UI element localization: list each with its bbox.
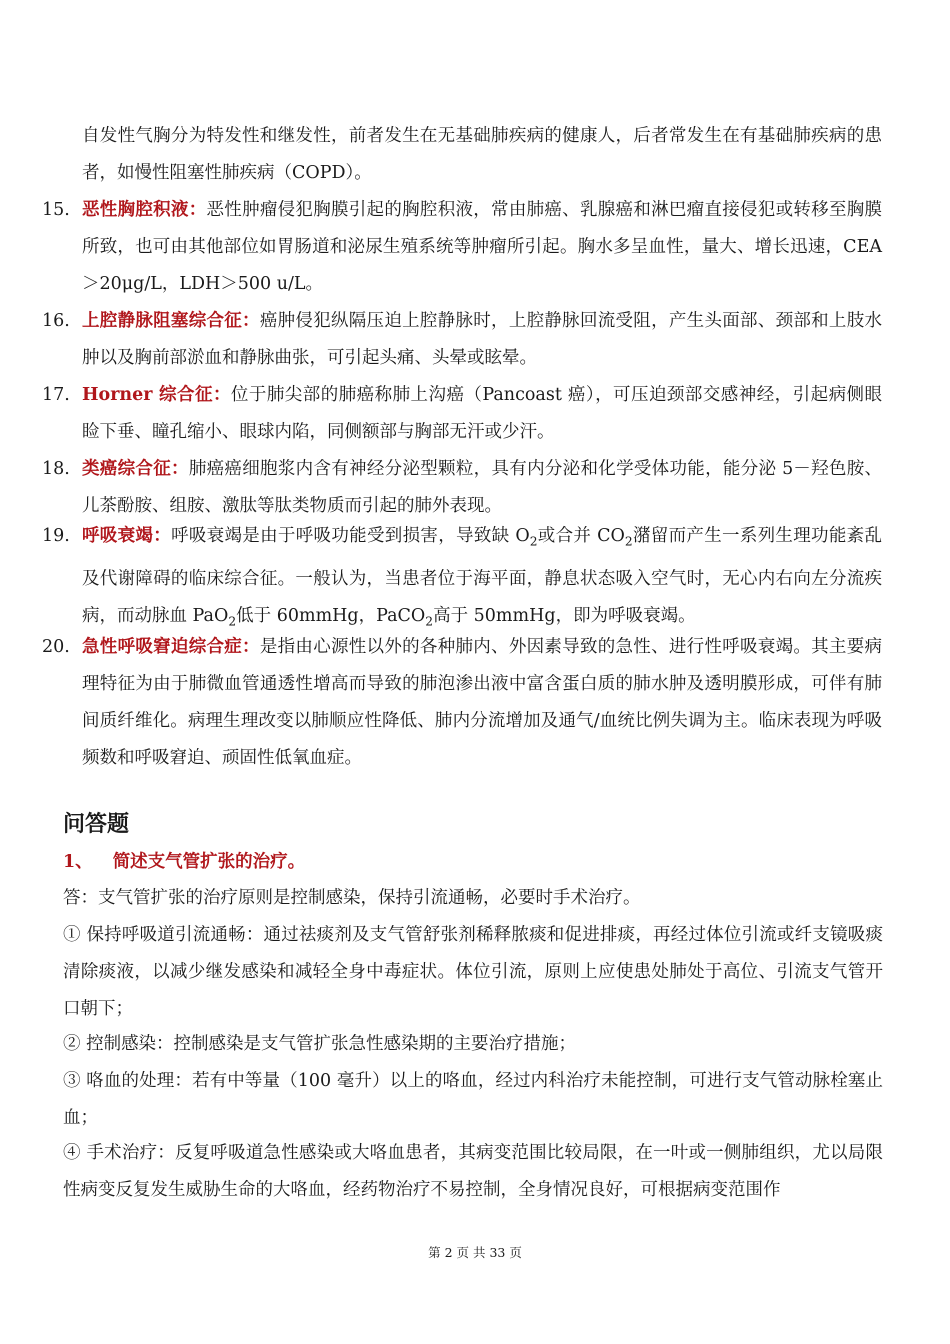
item-text-c: 潴留而产生一系列生理功能紊乱及代谢障碍的临床综合征。一般认为，当患者位于海平面，静息状态吸入空气时，无心内右向左分流疾病，而动脉血 PaO — [82, 526, 882, 626]
answer-point-4: ④ 手术治疗：反复呼吸道急性感染或大咯血患者，其病变范围比较局限，在一叶或一侧肺组织，尤以局限性病变反复发生威胁生命的大咯血，经药物治疗不易控制，全身情况良好，可根据病变范围作 — [63, 1143, 883, 1200]
subscript: 2 — [425, 614, 434, 628]
item-text-a: 呼吸衰竭是由于呼吸功能受到损害，导致缺 O — [171, 526, 530, 546]
section-heading: 问答题 — [63, 812, 130, 837]
item-number: 20. — [42, 637, 70, 657]
question-text: 简述支气管扩张的治疗。 — [112, 852, 306, 872]
item-text-d: 低于 60mmHg，PaCO — [236, 605, 426, 626]
definition-item-19 — [42, 518, 882, 640]
definition-item-20 — [42, 629, 883, 777]
page-footer: 第 2 页 共 33 页 — [428, 1245, 522, 1260]
item-term: 恶性胸腔积液： — [82, 200, 207, 220]
item-text: 位于肺尖部的肺癌称肺上沟癌（Pancoast 癌），可压迫颈部交感神经，引起病侧眼睑下垂、瞳孔缩小、眼球内陷，同侧额部与胸部无汗或少汗。 — [82, 385, 882, 442]
item-text: 肺癌癌细胞浆内含有神经分泌型颗粒，具有内分泌和化学受体功能，能分泌 5－羟色胺、儿茶酚胺、组胺、激肽等肽类物质而引起的肺外表现。 — [82, 459, 883, 516]
item-number: 18. — [42, 459, 70, 479]
definition-item-18 — [42, 451, 883, 525]
question-title — [63, 846, 305, 878]
item-number: 19. — [42, 526, 70, 546]
item-number: 16. — [42, 311, 70, 331]
item-term: 呼吸衰竭： — [82, 526, 172, 546]
answer-point-2: ② 控制感染：控制感染是支气管扩张急性感染期的主要治疗措施； — [63, 1034, 577, 1054]
definition-item-16 — [42, 303, 883, 377]
definition-item-15 — [42, 192, 883, 303]
item-term: 急性呼吸窘迫综合症： — [82, 637, 260, 657]
answer-line: 答：支气管扩张的治疗原则是控制感染，保持引流通畅，必要时手术治疗。 — [63, 888, 641, 908]
question-number: 1、 — [63, 852, 93, 872]
item-text: 癌肿侵犯纵隔压迫上腔静脉时，上腔静脉回流受阻，产生头面部、颈部和上肢水肿以及胸前部淤血和静脉曲张，可引起头痛、头晕或眩晕。 — [82, 311, 883, 368]
item-text: 是指由心源性以外的各种肺内、外因素导致的急性、进行性呼吸衰竭。其主要病理特征为由于肺微血管通透性增高而导致的肺泡渗出液中富含蛋白质的肺水肿及透明膜形成，可伴有肺间质纤维化。病理生理改变以肺顺应性降低、肺内分流增加及通气/血统比例失调为主。临床表现为呼吸频数和呼吸窘迫、顽固性低氧血症。 — [82, 637, 883, 768]
subscript: 2 — [624, 534, 633, 549]
subscript: 2 — [228, 614, 237, 628]
item-text-b: 或合并 CO — [537, 526, 625, 546]
item-term: 上腔静脉阻塞综合征： — [82, 311, 260, 331]
item-number: 15. — [42, 200, 70, 220]
item-text-e: 高于 50mmHg，即为呼吸衰竭。 — [433, 605, 696, 626]
answer-point-3: ③ 咯血的处理：若有中等量（100 毫升）以上的咯血，经过内科治疗未能控制，可进行支气管动脉栓塞止血； — [63, 1071, 883, 1128]
answer-point-1: ① 保持呼吸道引流通畅：通过祛痰剂及支气管舒张剂稀释脓痰和促进排痰，再经过体位引流或纤支镜吸痰清除痰液，以减少继发感染和减轻全身中毒症状。体位引流，原则上应使患处肺处于高位、引流支气管开口朝下； — [63, 925, 883, 1019]
item-text: 恶性肿瘤侵犯胸膜引起的胸腔积液，常由肺癌、乳腺癌和淋巴瘤直接侵犯或转移至胸膜所致，也可由其他部位如胃肠道和泌尿生殖系统等肿瘤所引起。胸水多呈血性，量大、增长迅速，CEA＞20μg/L，LDH＞500 u/L。 — [82, 200, 883, 294]
subscript: 2 — [529, 534, 538, 549]
item-term: 类癌综合征： — [82, 459, 189, 479]
item-number: 17. — [42, 385, 70, 405]
definition-item-17 — [42, 377, 882, 451]
item-term: Horner 综合征： — [82, 385, 231, 405]
intro-paragraph: 自发性气胸分为特发性和继发性，前者发生在无基础肺疾病的健康人，后者常发生在有基础肺疾病的患者，如慢性阻塞性肺疾病（COPD）。 — [82, 126, 882, 183]
